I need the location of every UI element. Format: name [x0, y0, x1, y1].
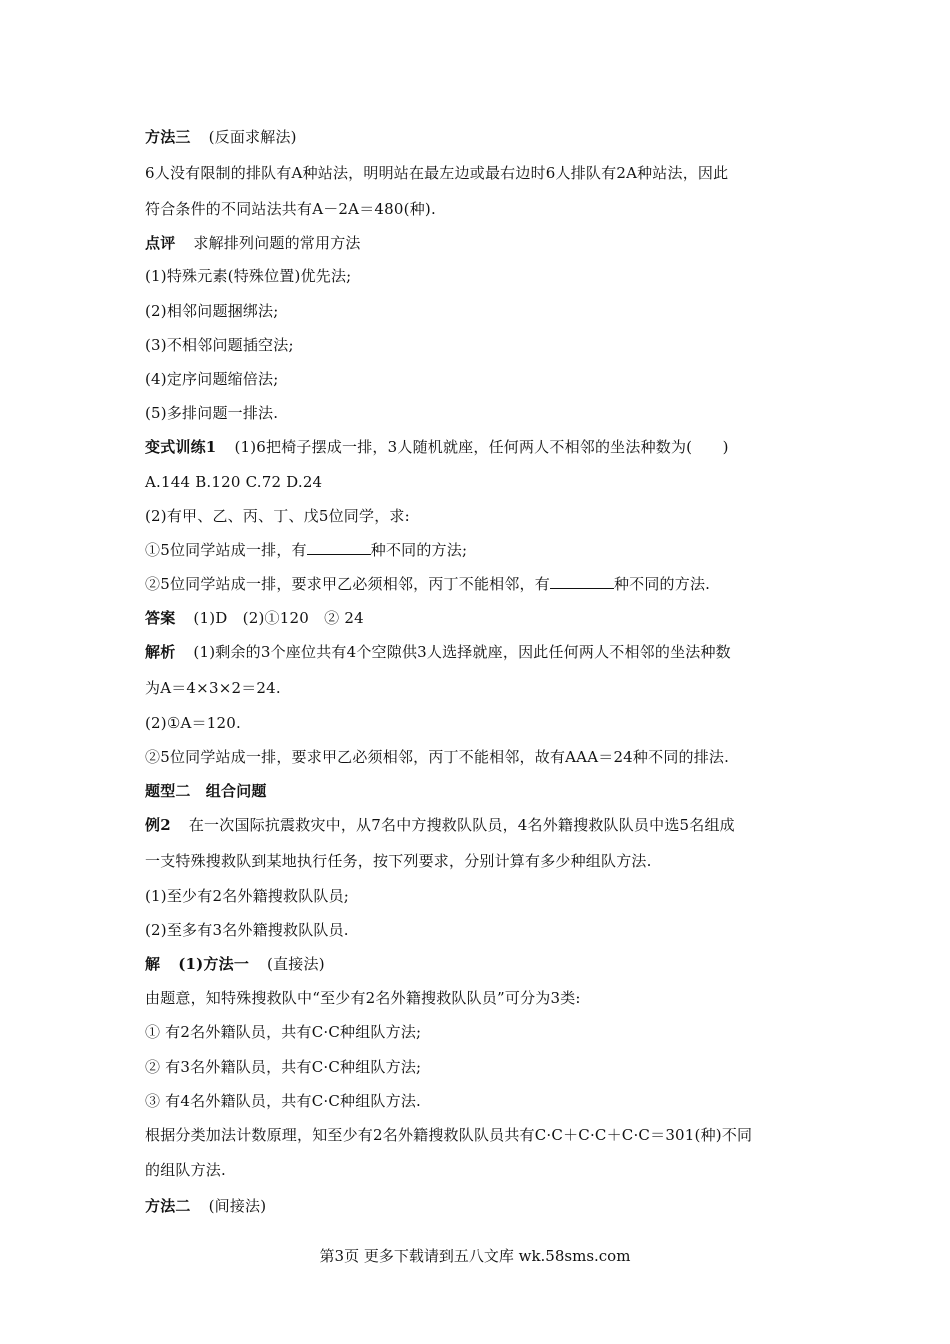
comment-item-2: (2)相邻问题捆绑法;: [145, 302, 279, 320]
q2b-suffix: 种不同的方法.: [613, 575, 711, 593]
solution-case-3: ③ 有4名外籍队员，共有C·C种组队方法.: [145, 1092, 422, 1110]
q2b-blank: [550, 574, 614, 589]
solution-conclusion-line-1: 根据分类加法计数原理，知至少有2名外籍搜救队队员共有C·C＋C·C＋C·C＝301(种)不同: [145, 1126, 753, 1144]
q2b-prefix: ②5位同学站成一排，要求甲乙必须相邻，丙丁不能相邻，有: [145, 575, 550, 593]
solution-method1-sub: (直接法): [267, 955, 325, 973]
analysis-line1-text: (1)剩余的3个座位共有4个空隙供3人选择就座，因此任何两人不相邻的坐法种数: [193, 643, 731, 661]
solution-heading: [145, 954, 810, 974]
solution-label: 解: [145, 955, 161, 973]
analysis-line-4: ②5位同学站成一排，要求甲乙必须相邻，丙丁不能相邻，故有AAA＝24种不同的排法.: [145, 748, 730, 766]
example2-line-1: [145, 815, 810, 835]
q2a-suffix: 种不同的方法;: [370, 541, 468, 559]
method3-text-line1: 6人没有限制的排队有A种站法，明明站在最左边或最右边时6人排队有2A种站法，因此: [145, 164, 729, 182]
solution-conclusion-line-2: 的组队方法.: [145, 1161, 226, 1179]
method3-text-line2: 符合条件的不同站法共有A－2A＝480(种).: [145, 200, 436, 218]
example2-question-1: (1)至少有2名外籍搜救队队员;: [145, 887, 350, 905]
solution-case-2: ② 有3名外籍队员，共有C·C种组队方法;: [145, 1058, 422, 1076]
method3-subtitle: (反面求解法): [208, 128, 297, 146]
q2a-prefix: ①5位同学站成一排，有: [145, 541, 307, 559]
example2-label: 例2: [145, 816, 171, 834]
comment-item-5: (5)多排问题一排法.: [145, 404, 279, 422]
example2-line-2: 一支特殊搜救队到某地执行任务，按下列要求，分别计算有多少种组队方法.: [145, 852, 652, 870]
answer-text: (1)D (2)①120 ② 24: [193, 609, 364, 627]
comment-item-4: (4)定序问题缩倍法;: [145, 370, 279, 388]
solution-method2-sub: (间接法): [208, 1197, 267, 1215]
analysis-label: 解析: [145, 643, 176, 661]
method3-title: 方法三: [145, 128, 191, 146]
analysis-line-2: 为A＝4×3×2＝24.: [145, 679, 281, 697]
analysis-line-1: [145, 642, 810, 662]
variant-options: A.144 B.120 C.72 D.24: [145, 473, 323, 491]
variant-question-2a: [145, 540, 810, 560]
method3-heading: [145, 127, 810, 147]
solution-intro: 由题意，知特殊搜救队中“至少有2名外籍搜救队队员”可分为3类:: [145, 989, 581, 1007]
variant-question-2: (2)有甲、乙、丙、丁、戊5位同学，求:: [145, 507, 410, 525]
variant-question-1: [145, 437, 810, 457]
example2-question-2: (2)至多有3名外籍搜救队队员.: [145, 921, 349, 939]
answer-label: 答案: [145, 609, 176, 627]
comment-item-1: (1)特殊元素(特殊位置)优先法;: [145, 267, 352, 285]
example2-line1-text: 在一次国际抗震救灾中，从7名中方搜救队队员，4名外籍搜救队队员中选5名组成: [188, 816, 735, 834]
comment-label: 点评: [145, 234, 176, 252]
q2a-blank: [307, 540, 371, 555]
page-footer: 第3页 更多下载请到五八文库 wk.58sms.com: [319, 1247, 631, 1265]
comment-item-3: (3)不相邻问题插空法;: [145, 336, 294, 354]
answer-line: [145, 608, 810, 628]
comment-title: 求解排列问题的常用方法: [193, 234, 361, 252]
analysis-line-3: (2)①A＝120.: [145, 714, 241, 732]
solution-method1: (1)方法一: [178, 955, 250, 973]
variant-label: 变式训练1: [145, 438, 217, 456]
comment-heading: [145, 233, 810, 253]
variant-q1-text: (1)6把椅子摆成一排，3人随机就座，任何两人不相邻的坐法种数为( ): [234, 438, 729, 456]
solution-case-1: ① 有2名外籍队员，共有C·C种组队方法;: [145, 1023, 422, 1041]
variant-question-2b: [145, 574, 810, 594]
solution-method2-heading: [145, 1196, 810, 1216]
type2-heading: 题型二 组合问题: [145, 782, 267, 800]
solution-method2: 方法二: [145, 1197, 191, 1215]
